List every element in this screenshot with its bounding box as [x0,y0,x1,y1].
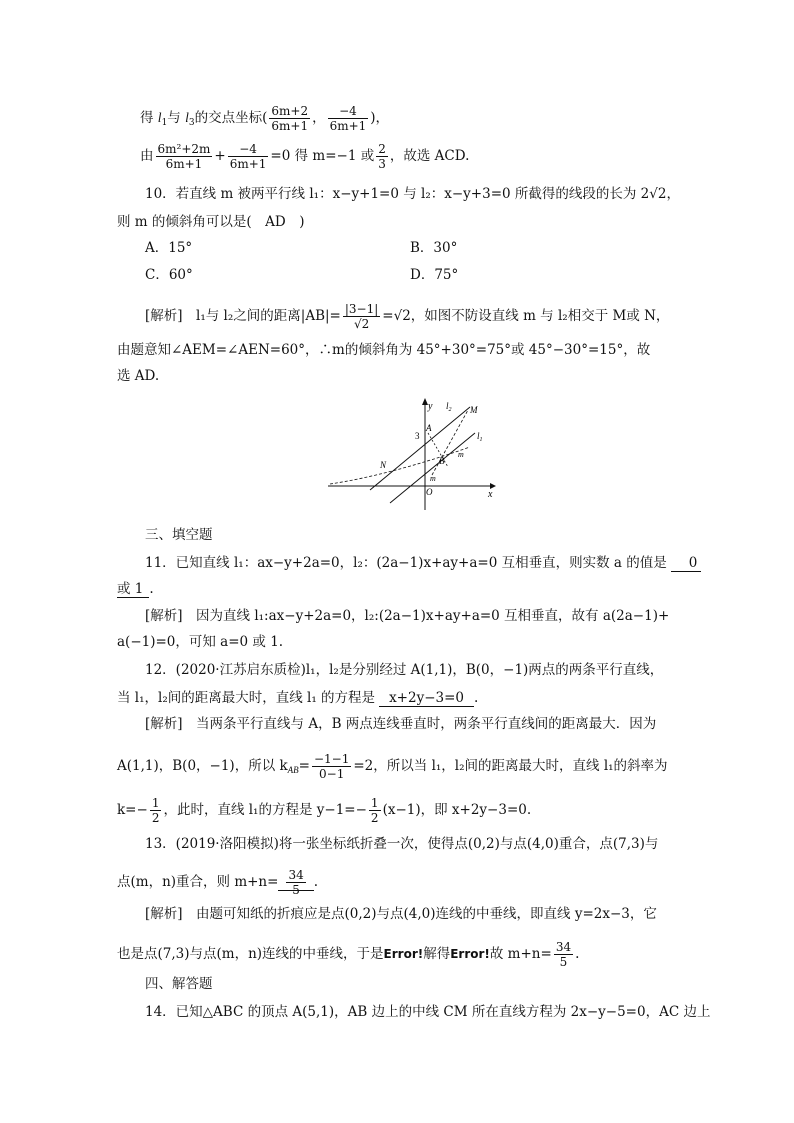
label-o: O [426,487,433,497]
q12-solution-1: [解析] 当两条平行直线与 A，B 两点连线垂直时，两条平行直线间的距离最大．因为 [145,716,657,732]
answer-blank: 或 1 [117,581,149,598]
q13-text-1: 13．(2019·洛阳模拟)将一张坐标纸折叠一次，使得点(0,2)与点(4,0)重合，点(7,3)与 [145,836,659,852]
fraction: $\frac{1}{2}$ [151,796,160,825]
fraction: $\frac{2}{3}$ [378,142,386,171]
fraction: $\frac{34}{5}$ [288,868,304,897]
q10-option-c: C．60° [145,267,193,283]
label-b: B [439,456,445,466]
dashed-line-m [432,410,468,475]
label-l2: $l_2$ [446,401,452,413]
answer-blank: x+2y−3=0 [379,690,474,707]
q12-text-2: 当 l₁，l₂间的距离最大时，直线 l₁ 的方程是 x+2y−3=0 . [117,690,479,706]
intersection-line: 得 $l_1$与 $l_3$的交点坐标( $\frac{6m+2}{6m+1}$ ， $\frac{-4}{6m+1}$ )， [140,104,390,133]
q10-text-1: 10．若直线 m 被两平行线 l₁：x−y+1=0 与 l₂：x−y+3=0 所截得的线段的长为 2√2， [145,186,680,202]
q10-solution-2: 由题意知∠AEM=∠AEN=60°，∴m的倾斜角为 45°+30°=75°或 45°−30°=15°，故 [117,342,651,358]
equation-line: 由 $\frac{\text{6m²+2m}}{6m+1}$ + $\frac{-4}{6m+1}$ =0 得 m=−1 或 $\frac{2}{3}$ ，故选 ACD. [140,142,470,171]
answer-blank [278,868,313,897]
q10-solution-1: [解析] l₁与 l₂之间的距离|AB|= $\frac{|3-1|}{√2}$ =√2，如图不防设直线 m 与 l₂相交于 M或 N， [145,302,670,331]
q12-solution-2: A(1,1)，B(0，−1)，所以 $k_{AB}=$ $\frac{-1-1}{0-1}$ =2，所以当 l₁，l₂间的距离最大时，直线 l₁的斜率为 [117,752,668,781]
section-fill-in-heading: 三、填空题 [145,527,213,543]
fraction: $\frac{\text{6m²+2m}}{6m+1}$ [157,142,211,171]
dashed-line-short [428,433,448,467]
q10-option-d: D．75° [410,267,459,283]
q10-text-2: 则 m 的倾斜角可以是( AD ) [117,214,305,230]
fraction: $\frac{1}{2}$ [370,796,379,825]
fraction: $\frac{-4}{6m+1}$ [229,142,267,171]
q11-text-2: 或 1 . [117,581,154,597]
label-m-point: M [470,405,478,415]
fraction: $\frac{-4}{6m+1}$ [329,104,367,133]
q14-text-1: 14．已知△ABC 的顶点 A(5,1)，AB 边上的中线 CM 所在直线方程为 2x−y−5=0，AC 边上 [145,1004,711,1020]
q11-text-1: 11．已知直线 l₁：ax−y+2a=0，l₂：(2a−1)x+ay+a=0 互相垂直，则实数 a 的值是 0 [145,553,701,573]
q10-option-b: B．30° [410,240,458,256]
fraction: $\frac{|3-1|}{√2}$ [344,302,379,331]
label-n: N [380,460,387,470]
q13-solution-1: [解析] 由题可知纸的折痕应是点(0,2)与点(4,0)连线的中垂线，即直线 y=2x−3，它 [145,906,657,922]
label-m-lower: m [430,474,436,483]
label-x: x [488,489,493,500]
section-answer-heading: 四、解答题 [145,976,213,992]
line-diagram [320,395,500,515]
label-l1: $l_1$ [477,431,483,443]
fraction: $\frac{34}{5}$ [555,940,572,969]
q12-solution-3: k=− $\frac{1}{2}$ ，此时，直线 l₁的方程是 y−1=− $\frac{1}{2}$ (x−1)，即 x+2y−3=0. [117,796,532,825]
q11-solution-2: a(−1)=0，可知 a=0 或 1. [117,634,284,650]
fraction: $\frac{6m+2}{6m+1}$ [271,104,309,133]
answer-blank: 0 [671,555,702,572]
label-y: y [428,401,433,412]
q10-option-a: A．15° [145,240,193,256]
q11-solution-1: [解析] 因为直线 l₁:ax−y+2a=0，l₂:(2a−1)x+ay+a=0 互相垂直，故有 a(2a−1)+ [145,608,670,624]
fraction: $\frac{-1-1}{0-1}$ [313,752,350,781]
line-l1 [390,433,475,503]
label-3: 3 [415,431,420,441]
label-a: A [426,423,432,433]
q13-text-2: 点(m，n)重合，则 m+n= $\frac{34}{5}$ . [117,868,319,897]
label-m-upper: m [458,450,464,459]
q10-solution-3: 选 AD. [117,368,160,384]
line-l2 [370,407,470,490]
q12-text-1: 12．(2020·江苏启东质检)l₁，l₂是分别经过 A(1,1)，B(0，−1)两点的两条平行直线， [145,662,664,678]
q13-solution-2: 也是点(7,3)与点(m，n)连线的中垂线，于是Error!解得Error!故 m+n= $\frac{34}{5}$ . [117,940,580,969]
